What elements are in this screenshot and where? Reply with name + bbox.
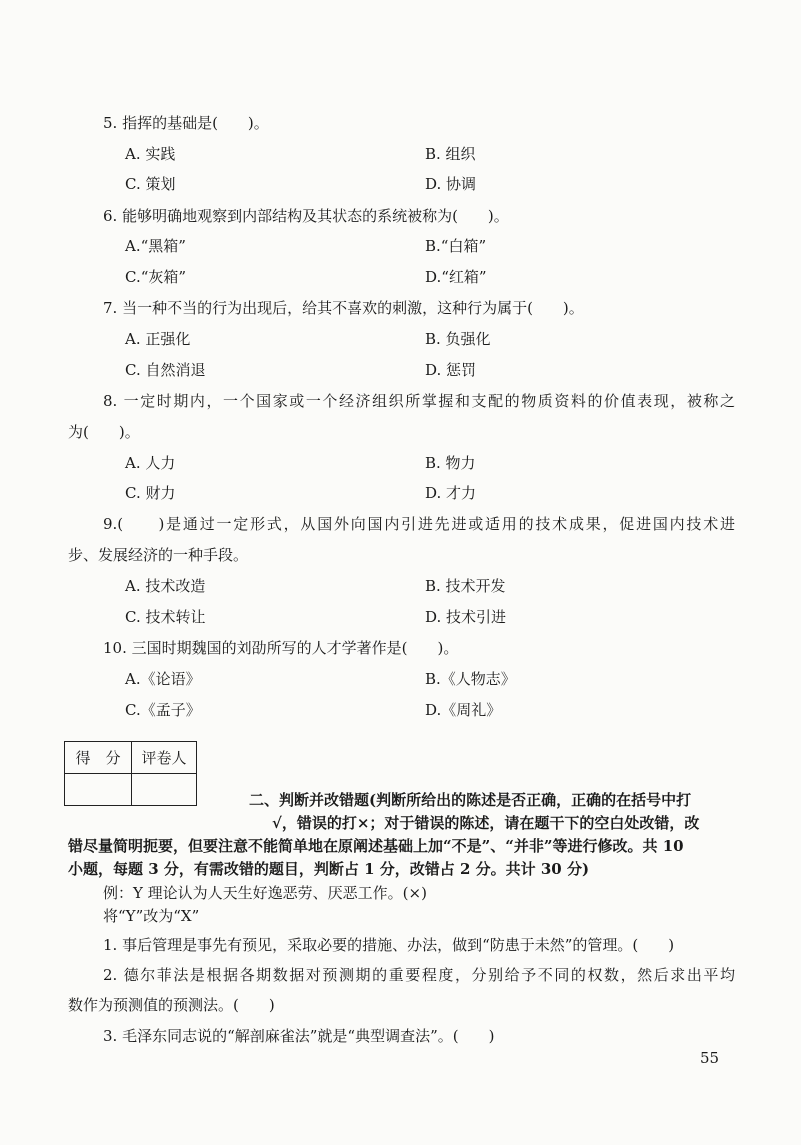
question-5-option-c: C. 策划 bbox=[125, 175, 176, 193]
question-7-option-c: C. 自然消退 bbox=[125, 361, 206, 379]
section-2-heading-line2: √，错误的打×；对于错误的陈述，请在题干下的空白处改错，改 bbox=[272, 814, 700, 832]
question-9-option-b: B. 技术开发 bbox=[425, 577, 506, 595]
question-7-stem: 7. 当一种不当的行为出现后，给其不喜欢的刺激，这种行为属于( )。 bbox=[103, 299, 584, 317]
question-10-option-a: A.《论语》 bbox=[125, 670, 201, 688]
score-table bbox=[64, 741, 197, 806]
example-line2: 将“Y”改为“X” bbox=[103, 907, 200, 925]
question-9-option-c: C. 技术转让 bbox=[125, 608, 206, 626]
reviewer-cell bbox=[132, 774, 197, 806]
question-7-option-d: D. 惩罚 bbox=[425, 361, 477, 379]
question-8-option-b: B. 物力 bbox=[425, 454, 476, 472]
judgment-1: 1. 事后管理是事先有预见，采取必要的措施、办法，做到“防患于未然”的管理。( ) bbox=[103, 936, 675, 954]
score-cell bbox=[65, 774, 132, 806]
judgment-3: 3. 毛泽东同志说的“解剖麻雀法”就是“典型调查法”。( ) bbox=[103, 1027, 495, 1045]
question-8-stem-cont: 为( )。 bbox=[68, 423, 140, 441]
question-5-option-d: D. 协调 bbox=[425, 175, 477, 193]
question-9-option-d: D. 技术引进 bbox=[425, 608, 507, 626]
question-8-option-c: C. 财力 bbox=[125, 484, 176, 502]
question-9-stem: 9.( )是通过一定形式，从国外向国内引进先进或适用的技术成果，促进国内技术进 bbox=[103, 515, 735, 533]
question-8-option-a: A. 人力 bbox=[125, 454, 176, 472]
question-10-stem: 10. 三国时期魏国的刘劭所写的人才学著作是( )。 bbox=[103, 639, 459, 657]
question-8-option-d: D. 才力 bbox=[425, 484, 477, 502]
section-2-heading-line4: 小题，每题 3 分，有需改错的题目，判断占 1 分，改错占 2 分。共计 30 分) bbox=[68, 860, 590, 878]
judgment-2-cont: 数作为预测值的预测法。( ) bbox=[68, 996, 275, 1014]
reviewer-label: 评卷人 bbox=[132, 742, 197, 774]
section-2-heading-line3: 错尽量简明扼要，但要注意不能简单地在原阐述基础上加“不是”、“并非”等进行修改。共 10 bbox=[68, 837, 684, 855]
page-number: 55 bbox=[700, 1049, 720, 1067]
judgment-2: 2. 德尔菲法是根据各期数据对预测期的重要程度，分别给予不同的权数，然后求出平均 bbox=[103, 966, 735, 984]
question-10-option-c: C.《孟子》 bbox=[125, 701, 201, 719]
question-5-stem: 5. 指挥的基础是( )。 bbox=[103, 114, 269, 132]
question-7-option-a: A. 正强化 bbox=[125, 330, 191, 348]
question-6-option-d: D.“红箱” bbox=[425, 268, 487, 286]
question-6-stem: 6. 能够明确地观察到内部结构及其状态的系统被称为( )。 bbox=[103, 207, 509, 225]
question-5-option-b: B. 组织 bbox=[425, 145, 476, 163]
example-line1: 例：Y 理论认为人天生好逸恶劳、厌恶工作。(×) bbox=[103, 884, 427, 902]
question-10-option-b: B.《人物志》 bbox=[425, 670, 516, 688]
question-5-option-a: A. 实践 bbox=[125, 145, 176, 163]
question-9-option-a: A. 技术改造 bbox=[125, 577, 206, 595]
score-label: 得 分 bbox=[65, 742, 132, 774]
question-8-stem: 8. 一定时期内，一个国家或一个经济组织所掌握和支配的物质资料的价值表现，被称之 bbox=[103, 392, 735, 410]
section-2-heading-line1: 二、判断并改错题(判断所给出的陈述是否正确，正确的在括号中打 bbox=[249, 791, 692, 809]
question-10-option-d: D.《周礼》 bbox=[425, 701, 502, 719]
question-9-stem-cont: 步、发展经济的一种手段。 bbox=[68, 546, 249, 564]
question-7-option-b: B. 负强化 bbox=[425, 330, 491, 348]
question-6-option-c: C.“灰箱” bbox=[125, 268, 187, 286]
question-6-option-a: A.“黑箱” bbox=[125, 237, 186, 255]
question-6-option-b: B.“白箱” bbox=[425, 237, 487, 255]
